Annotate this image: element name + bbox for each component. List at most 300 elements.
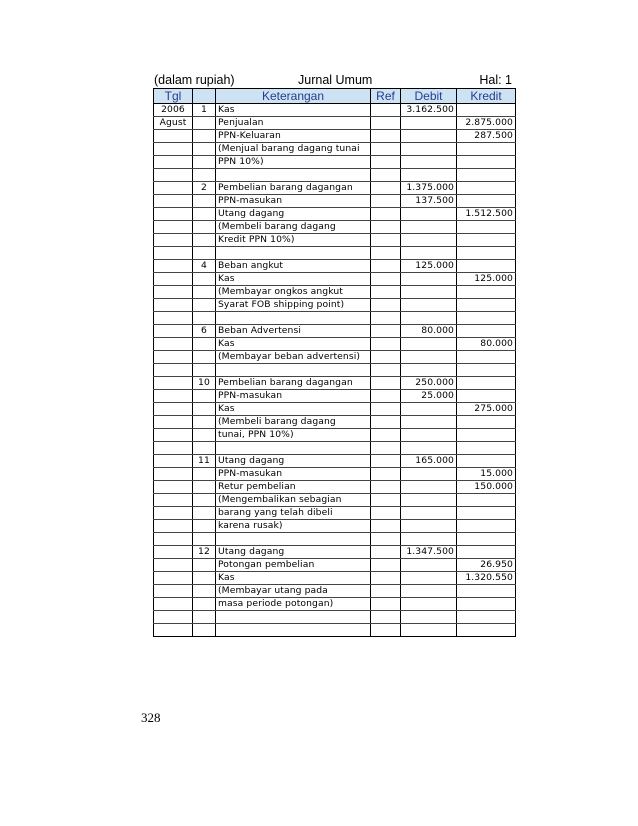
cell-tgl: [154, 442, 193, 455]
cell-tgl: [154, 247, 193, 260]
cell-debit: [401, 364, 457, 377]
cell-debit: [401, 234, 457, 247]
cell-day: [193, 468, 216, 481]
cell-keterangan: Potongan pembelian: [216, 559, 371, 572]
cell-keterangan: (Mengembalikan sebagian: [216, 494, 371, 507]
cell-debit: [401, 299, 457, 312]
cell-kredit: [457, 351, 516, 364]
table-row: [154, 104, 516, 117]
cell-debit: 250.000: [401, 377, 457, 390]
cell-ref: [371, 312, 401, 325]
cell-ref: [371, 169, 401, 182]
cell-keterangan: Beban angkut: [216, 260, 371, 273]
cell-day: [193, 429, 216, 442]
cell-tgl: [154, 611, 193, 624]
cell-kredit: 1.512.500: [457, 208, 516, 221]
cell-day: [193, 338, 216, 351]
cell-keterangan: Kas: [216, 104, 371, 117]
cell-day: 1: [193, 104, 216, 117]
cell-kredit: [457, 585, 516, 598]
cell-kredit: [457, 169, 516, 182]
cell-tgl: [154, 585, 193, 598]
cell-ref: [371, 390, 401, 403]
cell-ref: [371, 481, 401, 494]
cell-ref: [371, 572, 401, 585]
cell-day: [193, 572, 216, 585]
cell-kredit: 26.950: [457, 559, 516, 572]
cell-debit: 137.500: [401, 195, 457, 208]
cell-keterangan: [216, 533, 371, 546]
cell-day: [193, 117, 216, 130]
cell-keterangan: Penjualan: [216, 117, 371, 130]
cell-day: [193, 312, 216, 325]
cell-kredit: [457, 195, 516, 208]
cell-debit: 80.000: [401, 325, 457, 338]
cell-day: [193, 559, 216, 572]
cell-keterangan: [216, 169, 371, 182]
cell-ref: [371, 156, 401, 169]
table-row: [154, 585, 516, 598]
cell-ref: [371, 208, 401, 221]
cell-day: [193, 494, 216, 507]
cell-ref: [371, 507, 401, 520]
cell-keterangan: [216, 442, 371, 455]
cell-ref: [371, 546, 401, 559]
cell-day: 2: [193, 182, 216, 195]
table-row: [154, 169, 516, 182]
cell-ref: [371, 364, 401, 377]
cell-debit: 25.000: [401, 390, 457, 403]
cell-kredit: [457, 611, 516, 624]
cell-tgl: [154, 507, 193, 520]
cell-keterangan: PPN 10%): [216, 156, 371, 169]
cell-day: [193, 169, 216, 182]
cell-tgl: [154, 481, 193, 494]
table-row: [154, 468, 516, 481]
cell-kredit: [457, 624, 516, 637]
cell-debit: [401, 416, 457, 429]
column-header-day: [193, 89, 216, 104]
cell-tgl: [154, 208, 193, 221]
cell-kredit: [457, 247, 516, 260]
cell-debit: [401, 156, 457, 169]
cell-tgl: [154, 143, 193, 156]
cell-ref: [371, 468, 401, 481]
cell-kredit: [457, 390, 516, 403]
cell-kredit: [457, 442, 516, 455]
table-row: [154, 494, 516, 507]
cell-debit: [401, 624, 457, 637]
cell-keterangan: Pembelian barang dagangan: [216, 377, 371, 390]
cell-debit: [401, 221, 457, 234]
cell-kredit: [457, 221, 516, 234]
cell-tgl: [154, 520, 193, 533]
cell-keterangan: Pembelian barang dagangan: [216, 182, 371, 195]
cell-ref: [371, 520, 401, 533]
cell-keterangan: PPN-Keluaran: [216, 130, 371, 143]
cell-debit: [401, 403, 457, 416]
cell-keterangan: Kas: [216, 338, 371, 351]
table-row: [154, 520, 516, 533]
cell-ref: [371, 624, 401, 637]
cell-keterangan: PPN-masukan: [216, 195, 371, 208]
table-row: [154, 546, 516, 559]
cell-ref: [371, 559, 401, 572]
table-row: [154, 247, 516, 260]
cell-tgl: [154, 351, 193, 364]
cell-debit: [401, 338, 457, 351]
cell-debit: 3.162.500: [401, 104, 457, 117]
cell-kredit: [457, 364, 516, 377]
cell-keterangan: Kas: [216, 572, 371, 585]
table-row: [154, 390, 516, 403]
cell-day: [193, 624, 216, 637]
cell-debit: [401, 247, 457, 260]
cell-tgl: [154, 468, 193, 481]
cell-day: [193, 286, 216, 299]
table-row: [154, 221, 516, 234]
cell-ref: [371, 442, 401, 455]
cell-day: [193, 611, 216, 624]
cell-debit: [401, 468, 457, 481]
cell-debit: [401, 143, 457, 156]
cell-ref: [371, 182, 401, 195]
cell-ref: [371, 143, 401, 156]
cell-debit: [401, 572, 457, 585]
cell-ref: [371, 234, 401, 247]
cell-ref: [371, 494, 401, 507]
table-row: [154, 260, 516, 273]
cell-tgl: [154, 429, 193, 442]
table-row: [154, 299, 516, 312]
cell-ref: [371, 299, 401, 312]
cell-tgl: [154, 169, 193, 182]
cell-day: [193, 221, 216, 234]
cell-keterangan: [216, 611, 371, 624]
cell-day: [193, 299, 216, 312]
cell-kredit: 1.320.550: [457, 572, 516, 585]
cell-tgl: [154, 182, 193, 195]
cell-tgl: [154, 195, 193, 208]
table-row: [154, 455, 516, 468]
cell-day: [193, 520, 216, 533]
table-row: [154, 234, 516, 247]
cell-debit: [401, 533, 457, 546]
cell-ref: [371, 416, 401, 429]
cell-kredit: [457, 455, 516, 468]
cell-keterangan: [216, 312, 371, 325]
cell-day: [193, 533, 216, 546]
cell-kredit: [457, 533, 516, 546]
cell-day: [193, 208, 216, 221]
cell-kredit: [457, 234, 516, 247]
cell-keterangan: Utang dagang: [216, 455, 371, 468]
table-header-row: [154, 89, 516, 104]
table-row: [154, 377, 516, 390]
cell-keterangan: karena rusak): [216, 520, 371, 533]
cell-kredit: 2.875.000: [457, 117, 516, 130]
cell-kredit: [457, 546, 516, 559]
table-row: [154, 351, 516, 364]
cell-tgl: [154, 572, 193, 585]
cell-debit: [401, 312, 457, 325]
cell-debit: [401, 598, 457, 611]
cell-keterangan: tunai, PPN 10%): [216, 429, 371, 442]
cell-kredit: 125.000: [457, 273, 516, 286]
cell-kredit: 287.500: [457, 130, 516, 143]
cell-tgl: [154, 364, 193, 377]
cell-keterangan: [216, 364, 371, 377]
cell-keterangan: Retur pembelian: [216, 481, 371, 494]
cell-tgl: [154, 273, 193, 286]
cell-kredit: [457, 156, 516, 169]
cell-tgl: [154, 260, 193, 273]
column-header-keterangan: Keterangan: [216, 89, 371, 104]
table-row: [154, 598, 516, 611]
journal-header: [153, 73, 514, 89]
cell-keterangan: Utang dagang: [216, 208, 371, 221]
cell-keterangan: Utang dagang: [216, 546, 371, 559]
cell-tgl: [154, 221, 193, 234]
journal-body: [154, 104, 516, 637]
table-row: [154, 312, 516, 325]
cell-day: [193, 585, 216, 598]
cell-tgl: [154, 312, 193, 325]
cell-day: [193, 507, 216, 520]
cell-ref: [371, 351, 401, 364]
cell-debit: 165.000: [401, 455, 457, 468]
cell-ref: [371, 117, 401, 130]
table-row: [154, 507, 516, 520]
cell-kredit: [457, 507, 516, 520]
cell-debit: [401, 429, 457, 442]
cell-kredit: 275.000: [457, 403, 516, 416]
cell-ref: [371, 611, 401, 624]
table-row: [154, 143, 516, 156]
cell-kredit: [457, 299, 516, 312]
cell-day: [193, 156, 216, 169]
cell-tgl: [154, 299, 193, 312]
table-row: [154, 624, 516, 637]
cell-tgl: [154, 598, 193, 611]
table-row: [154, 182, 516, 195]
page-label: Hal: 1: [479, 73, 512, 87]
cell-day: [193, 403, 216, 416]
cell-tgl: [154, 156, 193, 169]
cell-debit: [401, 273, 457, 286]
cell-day: 11: [193, 455, 216, 468]
cell-tgl: [154, 234, 193, 247]
cell-kredit: [457, 312, 516, 325]
cell-ref: [371, 130, 401, 143]
cell-tgl: [154, 338, 193, 351]
cell-day: [193, 143, 216, 156]
cell-ref: [371, 104, 401, 117]
cell-keterangan: Kredit PPN 10%): [216, 234, 371, 247]
cell-tgl: Agust: [154, 117, 193, 130]
cell-ref: [371, 260, 401, 273]
cell-day: [193, 442, 216, 455]
cell-day: [193, 598, 216, 611]
cell-kredit: [457, 377, 516, 390]
cell-day: [193, 351, 216, 364]
cell-debit: [401, 208, 457, 221]
journal-title: Jurnal Umum: [298, 73, 373, 87]
cell-debit: [401, 130, 457, 143]
cell-day: [193, 234, 216, 247]
cell-day: 10: [193, 377, 216, 390]
cell-debit: [401, 559, 457, 572]
general-journal-table: [153, 88, 516, 637]
cell-ref: [371, 403, 401, 416]
cell-debit: 1.347.500: [401, 546, 457, 559]
cell-tgl: 2006: [154, 104, 193, 117]
cell-tgl: [154, 130, 193, 143]
table-row: [154, 130, 516, 143]
table-row: [154, 559, 516, 572]
cell-kredit: [457, 494, 516, 507]
cell-debit: [401, 585, 457, 598]
table-row: [154, 416, 516, 429]
table-row: [154, 572, 516, 585]
cell-keterangan: [216, 624, 371, 637]
currency-note: (dalam rupiah): [154, 73, 235, 87]
cell-debit: [401, 169, 457, 182]
cell-debit: [401, 481, 457, 494]
cell-day: 4: [193, 260, 216, 273]
cell-tgl: [154, 377, 193, 390]
cell-kredit: [457, 325, 516, 338]
cell-day: [193, 273, 216, 286]
cell-day: [193, 481, 216, 494]
cell-kredit: [457, 104, 516, 117]
table-row: [154, 481, 516, 494]
cell-kredit: [457, 598, 516, 611]
cell-keterangan: barang yang telah dibeli: [216, 507, 371, 520]
cell-kredit: [457, 143, 516, 156]
cell-debit: 1.375.000: [401, 182, 457, 195]
cell-keterangan: (Membeli barang dagang: [216, 221, 371, 234]
cell-debit: [401, 611, 457, 624]
table-row: [154, 611, 516, 624]
cell-keterangan: (Menjual barang dagang tunai: [216, 143, 371, 156]
cell-ref: [371, 533, 401, 546]
cell-debit: [401, 286, 457, 299]
cell-kredit: 150.000: [457, 481, 516, 494]
cell-tgl: [154, 403, 193, 416]
table-row: [154, 156, 516, 169]
column-header-tgl: Tgl: [154, 89, 193, 104]
cell-ref: [371, 195, 401, 208]
cell-tgl: [154, 286, 193, 299]
cell-tgl: [154, 390, 193, 403]
cell-kredit: [457, 286, 516, 299]
table-row: [154, 533, 516, 546]
cell-keterangan: Syarat FOB shipping point): [216, 299, 371, 312]
cell-day: 6: [193, 325, 216, 338]
cell-tgl: [154, 624, 193, 637]
cell-tgl: [154, 494, 193, 507]
cell-ref: [371, 286, 401, 299]
cell-tgl: [154, 533, 193, 546]
column-header-debit: Debit: [401, 89, 457, 104]
cell-keterangan: Beban Advertensi: [216, 325, 371, 338]
column-header-ref: Ref: [371, 89, 401, 104]
table-row: [154, 286, 516, 299]
column-header-kredit: Kredit: [457, 89, 516, 104]
cell-kredit: [457, 182, 516, 195]
cell-tgl: [154, 325, 193, 338]
cell-kredit: [457, 429, 516, 442]
cell-tgl: [154, 416, 193, 429]
cell-day: [193, 195, 216, 208]
table-row: [154, 338, 516, 351]
cell-ref: [371, 429, 401, 442]
cell-kredit: [457, 260, 516, 273]
cell-debit: [401, 494, 457, 507]
cell-day: [193, 247, 216, 260]
cell-ref: [371, 585, 401, 598]
table-row: [154, 117, 516, 130]
table-row: [154, 442, 516, 455]
cell-ref: [371, 247, 401, 260]
cell-ref: [371, 221, 401, 234]
table-row: [154, 273, 516, 286]
cell-day: [193, 130, 216, 143]
cell-keterangan: PPN-masukan: [216, 468, 371, 481]
cell-keterangan: (Membayar utang pada: [216, 585, 371, 598]
cell-debit: 125.000: [401, 260, 457, 273]
cell-kredit: [457, 416, 516, 429]
cell-ref: [371, 338, 401, 351]
cell-keterangan: PPN-masukan: [216, 390, 371, 403]
cell-day: [193, 364, 216, 377]
cell-day: 12: [193, 546, 216, 559]
cell-debit: [401, 442, 457, 455]
table-row: [154, 403, 516, 416]
cell-ref: [371, 325, 401, 338]
cell-tgl: [154, 546, 193, 559]
cell-kredit: [457, 520, 516, 533]
cell-ref: [371, 598, 401, 611]
cell-day: [193, 390, 216, 403]
cell-keterangan: (Membayar ongkos angkut: [216, 286, 371, 299]
cell-keterangan: Kas: [216, 273, 371, 286]
table-row: [154, 208, 516, 221]
cell-debit: [401, 351, 457, 364]
table-row: [154, 364, 516, 377]
cell-ref: [371, 455, 401, 468]
cell-debit: [401, 520, 457, 533]
table-row: [154, 429, 516, 442]
table-row: [154, 195, 516, 208]
cell-debit: [401, 507, 457, 520]
page-number: 328: [141, 710, 161, 725]
cell-keterangan: (Membeli barang dagang: [216, 416, 371, 429]
cell-keterangan: [216, 247, 371, 260]
cell-debit: [401, 117, 457, 130]
cell-day: [193, 416, 216, 429]
cell-tgl: [154, 559, 193, 572]
cell-keterangan: (Membayar beban advertensi): [216, 351, 371, 364]
cell-kredit: 15.000: [457, 468, 516, 481]
table-row: [154, 325, 516, 338]
cell-tgl: [154, 455, 193, 468]
cell-keterangan: masa periode potongan): [216, 598, 371, 611]
cell-ref: [371, 273, 401, 286]
cell-keterangan: Kas: [216, 403, 371, 416]
cell-kredit: 80.000: [457, 338, 516, 351]
